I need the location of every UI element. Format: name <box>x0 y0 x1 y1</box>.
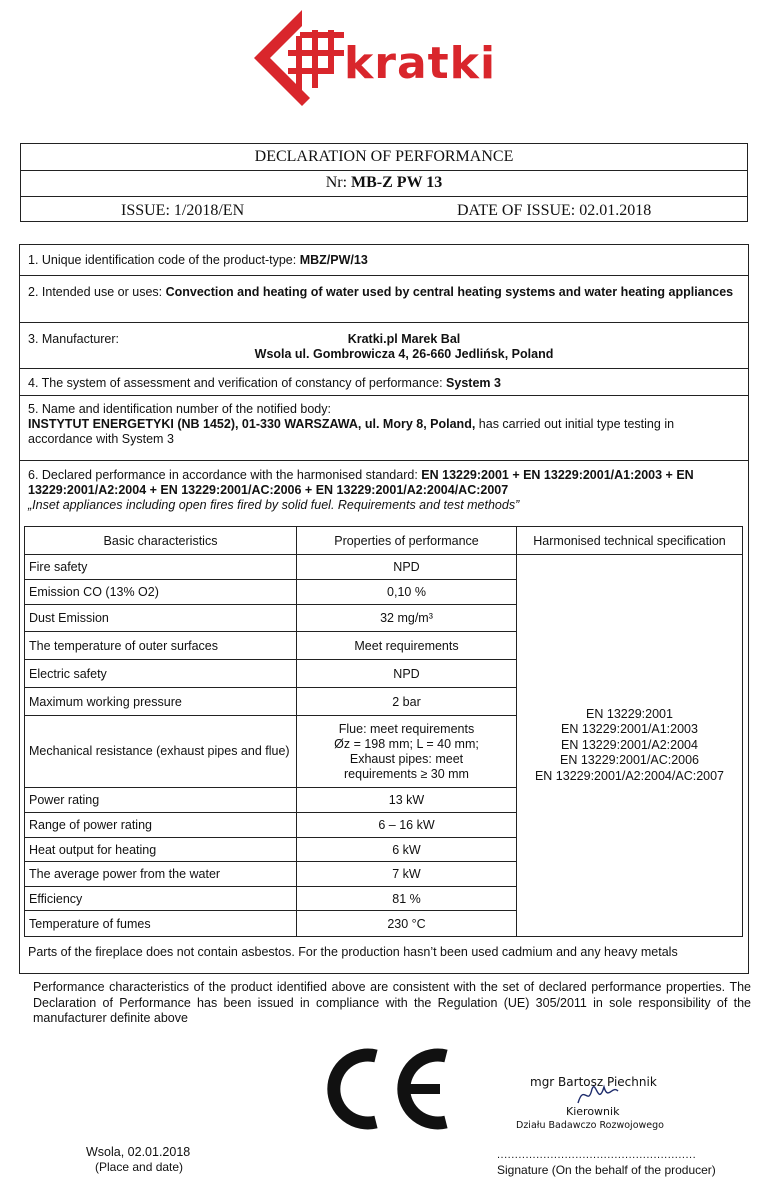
section-3: 3. Manufacturer: Kratki.pl Marek Bal Wsola ul. Gombrowicza 4, 26-660 Jedlińsk, Poland <box>20 323 748 369</box>
table-header-row <box>25 527 516 555</box>
table-row: Efficiency 81 % <box>25 887 516 911</box>
place-and-date-caption: (Place and date) <box>95 1160 184 1174</box>
signature-stamp <box>516 1075 730 1131</box>
notified-body: INSTYTUT ENERGETYKI (NB 1452), 01-330 WARSZAWA, ul. Mory 8, Poland, <box>28 417 476 431</box>
asbestos-note: Parts of the fireplace does not contain asbestos. For the production hasn’t been used cadmium and any heavy metals <box>28 945 678 959</box>
signature-line: ........................................................ <box>497 1149 697 1161</box>
signature-caption: Signature (On the behalf of the producer) <box>497 1163 716 1177</box>
table-row: Electric safety NPD <box>25 660 516 688</box>
logo-grid-icon <box>252 8 348 110</box>
manufacturer-name: Kratki.pl Marek Bal <box>347 332 461 346</box>
section-2: 2. Intended use or uses: Convection and heating of water used by central heating systems and water heating appliances <box>20 276 748 323</box>
table-row: Power rating 13 kW <box>25 788 516 813</box>
table-row: The temperature of outer surfaces Meet requirements <box>25 632 516 660</box>
section-1: 1. Unique identification code of the product-type: MBZ/PW/13 <box>20 245 748 276</box>
logo-wordmark: kratki <box>344 38 497 89</box>
column-header-specification: Harmonised technical specification <box>516 527 742 555</box>
ce-mark-icon <box>320 1048 452 1130</box>
document-number-value: MB-Z PW 13 <box>351 174 443 191</box>
stamp-title: Kierownik <box>566 1105 620 1118</box>
declaration-body <box>19 244 749 974</box>
table-row: Dust Emission 32 mg/m³ <box>25 605 516 632</box>
section-6: 6. Declared performance in accordance with the harmonised standard: EN 13229:2001 + EN 13229:2001/A1:2003 + EN 13229:2001/A2:2004 + EN 13229:2001/AC:2006 + EN 13229:2001/A2:2004/AC:2007 „Inset appliances including open fires fired by solid fuel. Requirements and test methods” <box>20 461 748 975</box>
issue-date: DATE OF ISSUE: 02.01.2018 <box>457 202 652 219</box>
issue-number: ISSUE: 1/2018/EN <box>121 202 245 219</box>
section-5: 5. Name and identification number of the notified body: INSTYTUT ENERGETYKI (NB 1452), 01-330 WARSZAWA, ul. Mory 8, Poland, has carried out initial type testing in accordance with System 3 <box>20 396 748 461</box>
assessment-system: System 3 <box>446 376 501 390</box>
table-row: Temperature of fumes 230 °C <box>25 911 516 936</box>
table-row: Maximum working pressure 2 bar <box>25 688 516 716</box>
place-and-date: Wsola, 02.01.2018 <box>86 1145 191 1159</box>
column-header-characteristics: Basic characteristics <box>25 527 297 554</box>
conformity-statement: Performance characteristics of the product identified above are consistent with the set of declared performance properties. The Declaration of Performance has been issued in compliance with the Regulation (UE) 305/2011 in sole responsibility of the manufacturer definite above <box>33 980 751 1025</box>
table-row: Range of power rating 6 – 16 kW <box>25 813 516 838</box>
document-number: Nr: MB-Z PW 13 <box>21 170 747 197</box>
section-4: 4. The system of assessment and verification of constancy of performance: System 3 <box>20 369 748 396</box>
stamp-name: mgr Bartosz Piechnik <box>530 1075 657 1089</box>
document-title: DECLARATION OF PERFORMANCE <box>21 144 747 171</box>
standard-title: „Inset appliances including open fires fired by solid fuel. Requirements and test methods” <box>28 498 520 512</box>
table-row: Heat output for heating 6 kW <box>25 838 516 862</box>
stamp-department: Działu Badawczo Rozwojowego <box>516 1120 664 1131</box>
harmonised-specification-cell: EN 13229:2001 EN 13229:2001/A1:2003 EN 13229:2001/A2:2004 EN 13229:2001/AC:2006 EN 13229:2001/A2:2004/AC:2007 <box>516 555 742 936</box>
table-row: Fire safety NPD <box>25 555 516 580</box>
issue-row <box>21 196 747 223</box>
kratki-logo <box>252 8 552 110</box>
performance-table <box>24 526 743 937</box>
column-header-performance: Properties of performance <box>334 533 479 548</box>
product-code: MBZ/PW/13 <box>299 253 368 267</box>
manufacturer-address: Wsola ul. Gombrowicza 4, 26-660 Jedlińsk, Poland <box>254 347 554 361</box>
handwritten-signature-icon <box>574 1081 622 1109</box>
table-row: Emission CO (13% O2) 0,10 % <box>25 580 516 605</box>
table-row: Mechanical resistance (exhaust pipes and flue) Flue: meet requirements Øz = 198 mm; L = 40 mm; Exhaust pipes: meet requirements ≥ 30 mm <box>25 716 516 788</box>
harmonised-standards: EN 13229:2001 + EN 13229:2001/A1:2003 + EN 13229:2001/A2:2004 + EN 13229:2001/AC:2006 + EN 13229:2001/A2:2004/AC:2007 <box>28 468 694 497</box>
table-row: The average power from the water 7 kW <box>25 862 516 887</box>
declaration-header <box>20 143 748 222</box>
intended-use: Convection and heating of water used by central heating systems and water heating appliances <box>165 285 734 299</box>
